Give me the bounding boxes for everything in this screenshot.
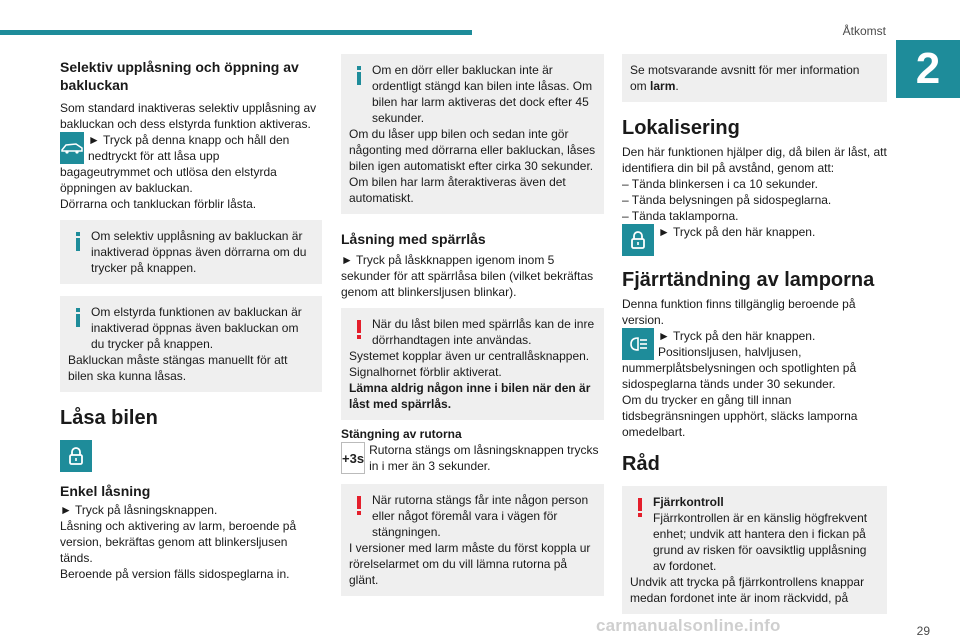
- column-3: [622, 54, 887, 614]
- paragraph: Rutorna stängs om låsningsknappen trycks in i mer än 3 sekunder.: [369, 443, 599, 473]
- paragraph: Om du trycker en gång till innan tidsbegränsningen upphört, släcks lamporna omedelbart.: [622, 393, 858, 439]
- info-icon: [357, 66, 361, 86]
- warning-text: När rutorna stängs får inte någon person eller något föremål vara i vägen för stängningen.: [372, 493, 589, 539]
- heading-selective-unlocking: Selektiv upplåsning och öppning av bakluckan: [60, 59, 299, 93]
- warning-title: Fjärrkontroll: [653, 495, 724, 509]
- paragraph: Positionsljusen, halvljusen,: [658, 345, 802, 359]
- info-text: Om selektiv upplåsning av bakluckan är inaktiverad öppnas även dörrarna om du trycker på knappen.: [91, 229, 307, 275]
- info-text: Om elstyrda funktionen av bakluckan är inaktiverad öppnas även bakluckan om du trycker på knappen.: [91, 305, 302, 351]
- list-item: – Tända blinkersen i ca 10 sekunder.: [622, 177, 818, 191]
- paragraph: ► Tryck på låsningsknappen.: [60, 503, 218, 517]
- section-title: Åtkomst: [842, 24, 886, 38]
- paragraph: Som standard inaktiveras selektiv upplåsning av bakluckan och dess elstyrda funktion aktiveras.: [60, 101, 317, 131]
- paragraph: ► Tryck på låskknappen igenom inom 5 sekunder för att spärrlåsa bilen (vilket bekräftas genom att blinkersljusen blinkar).: [341, 253, 594, 299]
- info-text: Bakluckan måste stängas manuellt för att bilen ska kunna låsas.: [68, 353, 288, 383]
- paragraph: ► Tryck på denna knapp och håll den nedtryckt för att låsa upp: [88, 133, 290, 163]
- paragraph: ► Tryck på den här knappen.: [658, 329, 816, 343]
- column-2: [341, 54, 604, 596]
- warning-box: [341, 308, 604, 420]
- warning-text: När du låst bilen med spärrlås kan de inre dörrhandtagen inte användas.: [372, 317, 595, 347]
- list-item: – Tända belysningen på sidospeglarna.: [622, 193, 832, 207]
- headlight-icon: [622, 328, 654, 360]
- warning-text: Signalhornet förblir aktiverat.: [349, 365, 502, 379]
- info-box: [341, 54, 604, 214]
- warning-text: Fjärrkontrollen är en känslig högfrekvent enhet; undvik att hantera den i fickan på grund av risken för oavsiktlig upplåsning av fordonet.: [653, 511, 868, 573]
- reference-text: [630, 62, 879, 94]
- paragraph: Låsning och aktivering av larm, beroende på version, bekräftas genom att blinkersljusen tänds.: [60, 519, 297, 565]
- lock-icon: [60, 440, 92, 472]
- reference-box: [622, 54, 887, 102]
- warning-icon: [638, 498, 642, 518]
- column-1: [60, 58, 322, 582]
- paragraph: nummerplåtsbelysningen och spotlighten på sidospeglarna tänds under 30 sekunder.: [622, 361, 857, 391]
- warning-icon: [357, 320, 361, 340]
- warning-text: Systemet kopplar även ur centrallåsknappen.: [349, 349, 590, 363]
- paragraph: bagageutrymmet och utlösa den elstyrda öppningen av bakluckan.: [60, 165, 277, 195]
- list-item: – Tända taklamporna.: [622, 209, 739, 223]
- info-box: [60, 296, 322, 392]
- watermark: carmanualsonline.info: [596, 616, 781, 635]
- paragraph: Den här funktionen hjälper dig, då bilen är låst, att identifiera din bil på avstånd, genom att:: [622, 145, 887, 175]
- info-icon: [76, 308, 80, 328]
- header-accent-bar: [0, 30, 472, 35]
- warning-text: I versioner med larm måste du först koppla ur rörelselarmet om du vill lämna rutorna på glänt.: [349, 541, 591, 587]
- heading-remote-lighting: Fjärrtändning av lamporna: [622, 269, 875, 291]
- info-box: [60, 220, 322, 284]
- warning-box: [341, 484, 604, 596]
- info-text: Om du låser upp bilen och sedan inte gör någonting med dörrarna eller bakluckan, låses bilen igen automatiskt efter cirka 30 sekunder. Om bilen har larm återaktiveras även det automatiskt.: [349, 127, 596, 205]
- info-icon: [76, 232, 80, 252]
- lock-icon: [622, 224, 654, 256]
- reference-text-part: .: [675, 79, 679, 93]
- info-text: Om en dörr eller bakluckan inte är ordentligt stängd kan bilen inte låsas. Om bilen har larm aktiveras det dock efter 45 sekunder.: [372, 63, 593, 125]
- heading-advice: Råd: [622, 453, 660, 475]
- paragraph: Beroende på version fälls sidospeglarna in.: [60, 567, 290, 581]
- car-tailgate-icon: [60, 132, 84, 164]
- hold-3s-icon: [341, 442, 365, 474]
- warning-icon: [357, 496, 361, 516]
- heading-lock-car: Låsa bilen: [60, 407, 158, 429]
- paragraph: Denna funktion finns tillgänglig beroende på version.: [622, 297, 856, 327]
- warning-text: Lämna aldrig någon inne i bilen när den är låst med spärrlås.: [349, 381, 591, 411]
- heading-deadlock: Låsning med spärrlås: [341, 231, 486, 247]
- paragraph: ► Tryck på den här knappen.: [658, 225, 816, 239]
- hold-3s-label: +3s: [342, 450, 365, 466]
- warning-box: [622, 486, 887, 614]
- chapter-number: 2: [896, 40, 960, 98]
- paragraph: Dörrarna och tankluckan förblir låsta.: [60, 197, 257, 211]
- reference-keyword: larm: [650, 79, 676, 93]
- page-number: 29: [916, 624, 930, 638]
- heading-simple-lock: Enkel låsning: [60, 483, 151, 499]
- warning-text: Undvik att trycka på fjärrkontrollens knappar medan fordonet inte är inom räckvidd, på: [630, 575, 865, 605]
- heading-localisation: Lokalisering: [622, 117, 740, 139]
- heading-window-closing: Stängning av rutorna: [341, 427, 462, 441]
- reference-text-part: Se motsvarande avsnitt för mer information om: [630, 63, 860, 93]
